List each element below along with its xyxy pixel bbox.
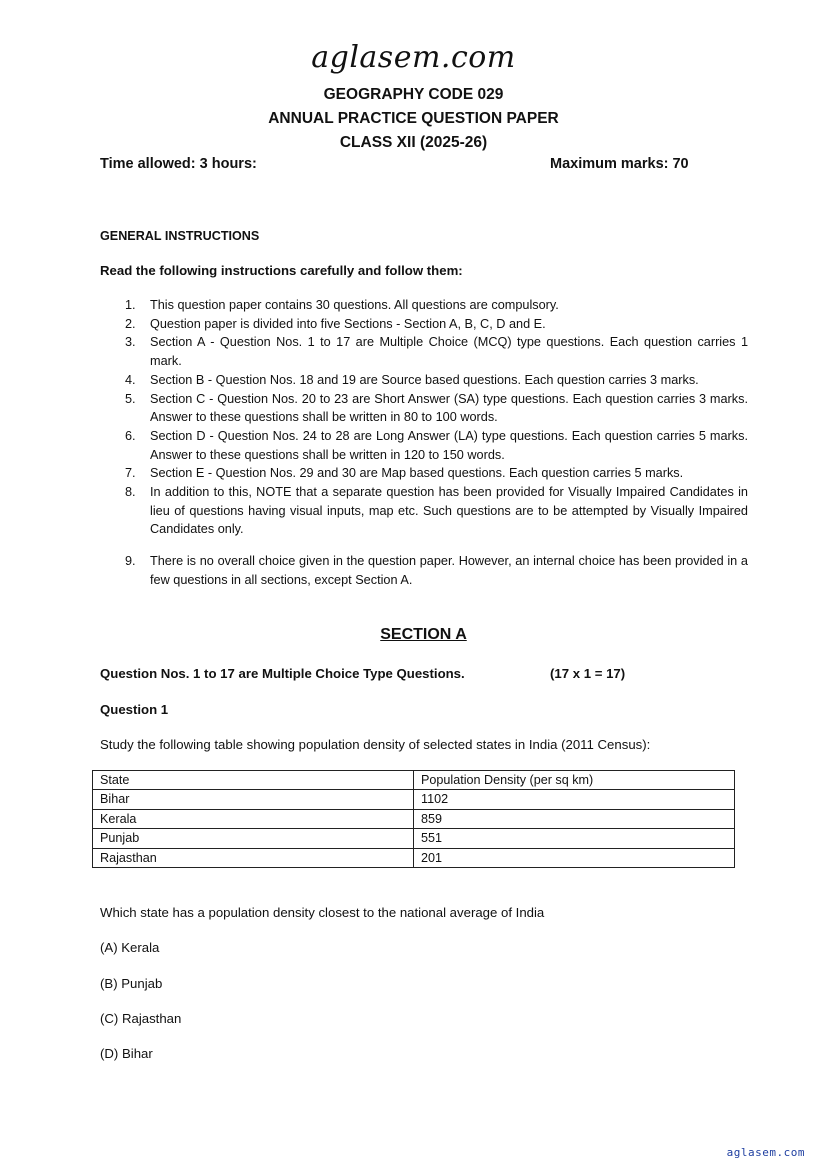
- question-1-intro: Study the following table showing population density of selected states in India (2011 Census):: [100, 737, 651, 752]
- class-heading: CLASS XII (2025-26): [339, 134, 488, 151]
- instruction-item: 8. In addition to this, NOTE that a separate question has been provided for Visually Impaired Candidates in lieu of questions having visual inputs, map etc. Such questions are to be attempted by Visually Impaired Candidates only.: [125, 485, 748, 537]
- instruction-item: 9. There is no overall choice given in the question paper. However, an internal choice has been provided in a few questions in all sections, except Section A.: [125, 554, 748, 587]
- instruction-item: 3. Section A - Question Nos. 1 to 17 are Multiple Choice (MCQ) type questions. Each question carries 1 mark.: [125, 335, 748, 369]
- table-row: [93, 790, 735, 809]
- option-d: (D) Bihar: [100, 1046, 153, 1061]
- table-cell: 859: [414, 809, 735, 828]
- option-a: (A) Kerala: [100, 940, 160, 955]
- aglasem-logo: aglasem.com: [311, 40, 516, 75]
- instruction-item: 5. Section C - Question Nos. 20 to 23 are Short Answer (SA) type questions. Each question carries 3 marks. Answer to these questions shall be written in 80 to 100 words.: [125, 391, 748, 425]
- general-instructions-title: GENERAL INSTRUCTIONS: [100, 229, 260, 243]
- option-b: (B) Punjab: [100, 976, 163, 991]
- instruction-item: 2. Question paper is divided into five Sections - Section A, B, C, D and E.: [125, 316, 546, 331]
- maximum-marks: Maximum marks: 70: [550, 156, 689, 172]
- question-1-label: Question 1: [100, 702, 169, 717]
- table-header-cell: Population Density (per sq km): [414, 771, 735, 790]
- paper-title-heading: ANNUAL PRACTICE QUESTION PAPER: [268, 110, 559, 127]
- instruction-item: 1. This question paper contains 30 questions. All questions are compulsory.: [125, 298, 559, 312]
- option-c: (C) Rajasthan: [100, 1011, 182, 1026]
- mcq-instruction: Question Nos. 1 to 17 are Multiple Choice Type Questions.: [100, 666, 465, 681]
- instruction-item: 6. Section D - Question Nos. 24 to 28 are Long Answer (LA) type questions. Each question carries 5 marks. Answer to these questions shall be written in 120 to 150 words.: [125, 428, 748, 462]
- table-header-row: [93, 771, 735, 790]
- table-header-cell: State: [93, 771, 414, 790]
- instructions-list: [100, 296, 748, 590]
- subject-code-heading: GEOGRAPHY CODE 029: [323, 86, 504, 103]
- table-cell: Kerala: [93, 809, 414, 828]
- table-row: [93, 829, 735, 848]
- mcq-marks: (17 x 1 = 17): [550, 666, 626, 681]
- table-cell: Rajasthan: [93, 848, 414, 867]
- footer-watermark: aglasem.com: [726, 1146, 805, 1159]
- table-cell: 201: [414, 848, 735, 867]
- table-cell: Punjab: [93, 829, 414, 848]
- section-a-title: SECTION A: [380, 626, 467, 643]
- table-cell: 1102: [414, 790, 735, 809]
- table-row: [93, 809, 735, 828]
- table-cell: 551: [414, 829, 735, 848]
- table-row: [93, 848, 735, 867]
- table-cell: Bihar: [93, 790, 414, 809]
- time-allowed: Time allowed: 3 hours:: [100, 156, 257, 172]
- instructions-intro: Read the following instructions carefully and follow them:: [100, 263, 463, 278]
- instruction-item: 7. Section E - Question Nos. 29 and 30 are Map based questions. Each question carries 5 marks.: [125, 466, 684, 481]
- instruction-item: 4. Section B - Question Nos. 18 and 19 are Source based questions. Each question carries 3 marks.: [125, 372, 699, 387]
- population-density-table: [92, 770, 735, 868]
- question-1-text: Which state has a population density closest to the national average of India: [100, 905, 545, 920]
